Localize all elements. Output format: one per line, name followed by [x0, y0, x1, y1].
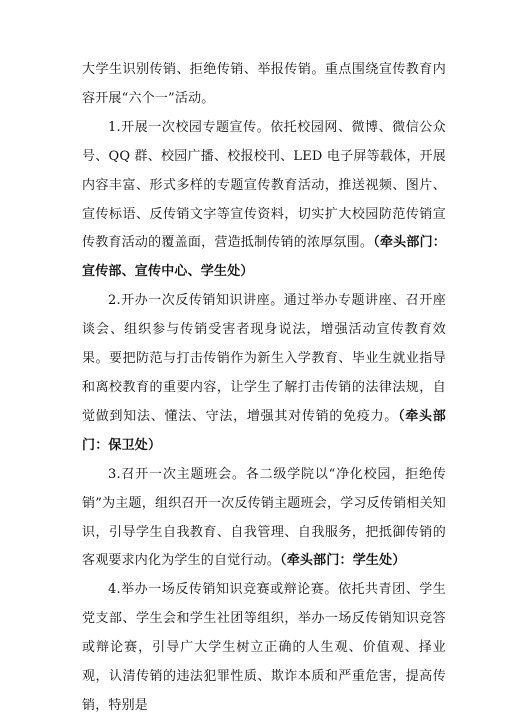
lead-department: （牵头部门：宣传部、宣传中心、学生处） — [82, 235, 447, 280]
lead-department: （牵头部门：保卫处） — [82, 408, 446, 453]
paragraph-text: 2.开办一次反传销知识讲座。通过举办专题讲座、召开座谈会、组织参与传销受害者现身说法，增强活动宣传教育效果。要把防范与打击传销作为新生入学教育、毕业生就业指导和离校教育的重要内容，让学生了解打击传销的法律法规，自觉做到知法、懂法、守法，增强其对传销的免疫力。 — [82, 293, 446, 424]
paragraph-intro — [82, 56, 446, 114]
paragraph-item-4 — [82, 576, 446, 721]
lead-department: （牵头部门：学生处） — [280, 553, 406, 569]
paragraph-item-1 — [82, 114, 446, 287]
paragraph-text: 4.举办一场反传销知识竞赛或辩论赛。依托共青团、学生党支部、学生会和学生社团等组织，举办一场反传销知识竞答或辩论赛，引导广大学生树立正确的人生观、价值观、择业观，认清传销的违法犯罪性质、欺诈本质和严重危害，提高传销，特别是 — [82, 582, 446, 713]
paragraph-text: 1.开展一次校园专题宣传。依托校园网、微博、微信公众号、QQ 群、校园广播、校报校刊、LED 电子屏等载体，开展内容丰富、形式多样的专题宣传教育活动，推送视频、图片、宣传标语、反传销文字等宣传资料，切实扩大校园防范传销宣传教育活动的覆盖面，营造抵制传销的浓厚氛围。 — [82, 119, 446, 251]
paragraph-item-2 — [82, 287, 446, 460]
paragraph-text: 3.召开一次主题班会。各二级学院以“净化校园，拒绝传销”为主题，组织召开一次反传销主题班会，学习反传销相关知识，引导学生自我教育、自我管理、自我服务，把抵御传销的客观要求内化为学生的自觉行动。 — [82, 466, 446, 569]
document-body — [82, 56, 446, 721]
paragraph-text: 大学生识别传销、拒绝传销、举报传销。重点围绕宣传教育内容开展“六个一”活动。 — [82, 62, 446, 106]
paragraph-item-3 — [82, 461, 446, 577]
